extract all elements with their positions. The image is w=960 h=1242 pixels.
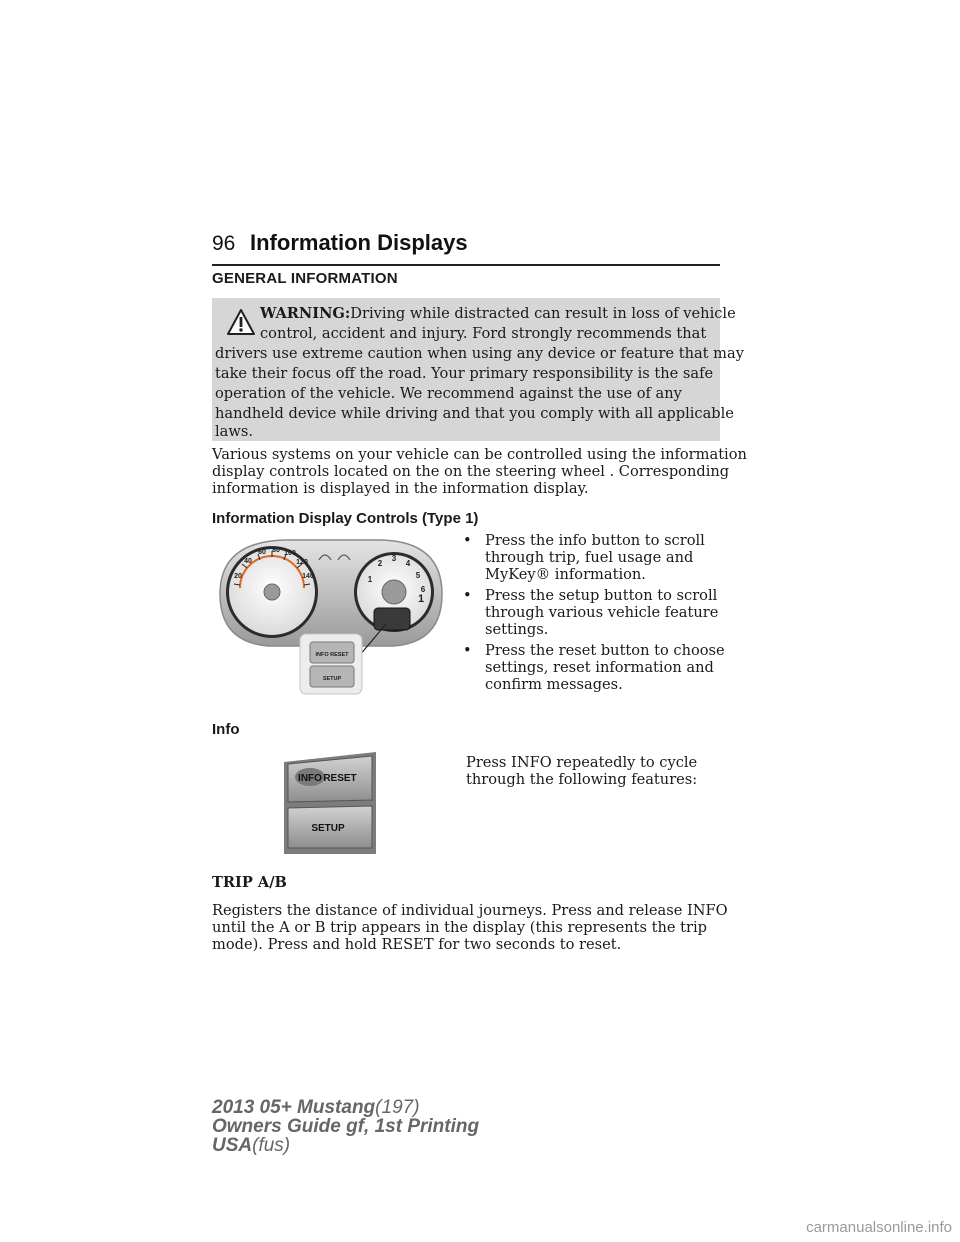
general-information-heading: GENERAL INFORMATION xyxy=(212,270,398,287)
intro-line-1: Various systems on your vehicle can be controlled using the information xyxy=(212,446,747,463)
warning-line-6: handheld device while driving and that you comply with all applicable xyxy=(215,405,734,422)
warning-box xyxy=(212,298,744,441)
bullet-2-line-3: settings. xyxy=(485,621,549,638)
warning-label: WARNING: xyxy=(260,305,351,322)
reset-button-label: RESET xyxy=(323,773,357,784)
tach-tick-label: 3 xyxy=(391,554,397,563)
warning-line-4: take their focus off the road. Your primary responsibility is the safe xyxy=(215,365,714,382)
speed-tick-label: 40 xyxy=(244,558,252,565)
page-footer xyxy=(212,1098,479,1155)
bullet-2-line-2: through various vehicle feature xyxy=(485,604,719,621)
tach-tick-label: 4 xyxy=(405,559,411,568)
footer-line-1 xyxy=(212,1098,479,1117)
footer-line-3 xyxy=(212,1136,479,1155)
speed-tick-label: 20 xyxy=(234,573,242,580)
bullet-2-line-1: Press the setup button to scroll xyxy=(485,587,718,604)
page-number: 96 xyxy=(212,232,236,255)
info-buttons-illustration xyxy=(282,750,378,856)
info-text-line-1: Press INFO repeatedly to cycle xyxy=(466,754,698,771)
speed-tick-label: 120 xyxy=(296,559,308,566)
footer-code-2: (fus) xyxy=(252,1135,291,1156)
bullet-3-line-1: Press the reset button to choose xyxy=(485,642,725,659)
info-heading: Info xyxy=(212,721,240,738)
bullet-marker: • xyxy=(463,587,472,604)
controls-type1-heading: Information Display Controls (Type 1) xyxy=(212,510,479,527)
speed-tick-label: 140 xyxy=(302,573,314,580)
cluster-button-info-reset: INFO RESET xyxy=(315,652,349,658)
warning-line-2: control, accident and injury. Ford strongly recommends that xyxy=(260,325,707,342)
warning-line-5: operation of the vehicle. We recommend against the use of any xyxy=(215,385,682,402)
gear-indicator: 1 xyxy=(418,593,425,605)
bullet-3-line-2: settings, reset information and xyxy=(485,659,714,676)
footer-line-2: Owners Guide gf, 1st Printing xyxy=(212,1116,480,1137)
page-header xyxy=(212,228,720,266)
section-title: Information Displays xyxy=(250,230,468,255)
watermark: carmanualsonline.info xyxy=(806,1219,952,1236)
warning-line-3: drivers use extreme caution when using any device or feature that may xyxy=(215,345,744,362)
footer-model: 2013 05+ Mustang xyxy=(212,1097,376,1118)
instrument-cluster-illustration xyxy=(214,534,448,696)
warning-line-7: laws. xyxy=(215,423,253,440)
trip-text-line-2: until the A or B trip appears in the display (this represents the trip xyxy=(212,919,707,936)
bullet-3-line-3: confirm messages. xyxy=(485,676,623,693)
tach-tick-label: 6 xyxy=(420,585,426,594)
speed-tick-label: 80 xyxy=(272,547,280,554)
bullet-1-line-2: through trip, fuel usage and xyxy=(485,549,694,566)
warning-line-1 xyxy=(260,305,736,323)
footer-code-1: (197) xyxy=(375,1097,420,1118)
bullet-1-line-3: MyKey® information. xyxy=(485,566,646,583)
tach-tick-label: 5 xyxy=(415,571,421,580)
speed-tick-label: 60 xyxy=(258,549,266,556)
warning-triangle-icon xyxy=(226,308,256,336)
setup-button-label: SETUP xyxy=(311,823,345,834)
bullet-1-line-1: Press the info button to scroll xyxy=(485,532,705,549)
trip-ab-heading: TRIP A/B xyxy=(212,874,287,891)
intro-line-2: display controls located on the on the steering wheel . Corresponding xyxy=(212,463,730,480)
info-text-line-2: through the following features: xyxy=(466,771,698,788)
speed-tick-label: 100 xyxy=(284,550,296,557)
info-button-label: INFO xyxy=(298,773,322,784)
intro-line-3: information is displayed in the information display. xyxy=(212,480,589,497)
footer-market: USA xyxy=(212,1135,253,1156)
warning-text-1: Driving while distracted can result in loss of vehicle xyxy=(350,305,736,322)
cluster-button-setup: SETUP xyxy=(322,676,342,682)
bullet-marker: • xyxy=(463,642,472,659)
tach-tick-label: 1 xyxy=(367,575,373,584)
tach-tick-label: 2 xyxy=(377,559,383,568)
bullet-marker: • xyxy=(463,532,472,549)
trip-text-line-1: Registers the distance of individual journeys. Press and release INFO xyxy=(212,902,728,919)
trip-text-line-3: mode). Press and hold RESET for two seconds to reset. xyxy=(212,936,622,953)
